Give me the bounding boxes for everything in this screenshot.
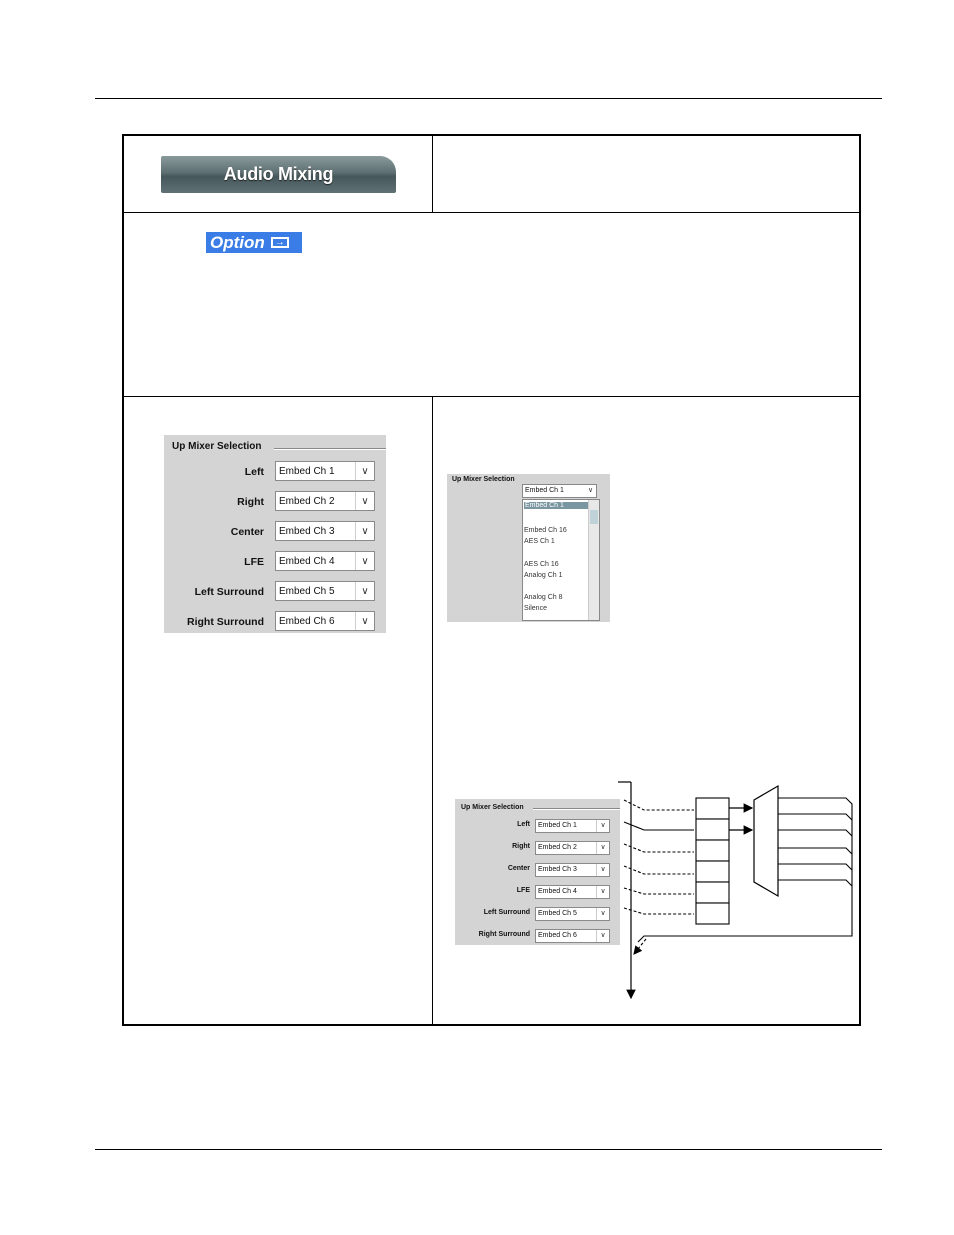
row-label: Center — [230, 526, 264, 538]
chevron-down-icon[interactable]: ∨ — [355, 492, 374, 510]
mixer-output-lines — [638, 798, 852, 942]
dropdown-option[interactable]: Analog Ch 8 — [524, 594, 563, 601]
chevron-down-icon[interactable]: ∨ — [355, 552, 374, 570]
panel-title: Up Mixer Selection — [461, 804, 524, 811]
select-value: Embed Ch 6 — [279, 616, 335, 627]
select-value: Embed Ch 2 — [538, 844, 577, 851]
return-dashed-arrow — [634, 939, 646, 954]
chevron-down-icon[interactable]: ∨ — [355, 582, 374, 600]
dropdown-option[interactable]: AES Ch 1 — [524, 538, 555, 545]
option-label: Option — [210, 232, 265, 252]
signal-flow-diagram — [124, 136, 859, 1024]
chevron-down-icon[interactable]: ∨ — [596, 930, 609, 942]
select-value: Embed Ch 4 — [279, 556, 335, 567]
chevron-down-icon[interactable]: ∨ — [355, 612, 374, 630]
row-label: Right — [512, 843, 530, 850]
select-value: Embed Ch 6 — [538, 932, 577, 939]
chevron-down-icon[interactable]: ∨ — [355, 462, 374, 480]
option-arrow-icon: → — [271, 237, 289, 248]
row-label: Left — [517, 821, 530, 828]
select-value: Embed Ch 5 — [538, 910, 577, 917]
dropdown-option[interactable]: Analog Ch 1 — [524, 572, 563, 579]
header-rule — [95, 98, 882, 99]
row-label: Right Surround — [187, 616, 264, 628]
chevron-down-icon[interactable]: ∨ — [355, 522, 374, 540]
panel-title: Up Mixer Selection — [172, 441, 262, 452]
row-label: Right — [237, 496, 264, 508]
select-value: Embed Ch 1 — [525, 487, 564, 494]
chevron-down-icon[interactable]: ∨ — [596, 908, 609, 920]
dropdown-option[interactable]: Embed Ch 16 — [524, 527, 567, 534]
select-value: Embed Ch 1 — [538, 822, 577, 829]
panel-title: Up Mixer Selection — [452, 476, 515, 483]
mixer-trapezoid — [754, 786, 778, 896]
row-label: Left Surround — [483, 909, 530, 916]
select-value: Embed Ch 4 — [538, 888, 577, 895]
chevron-down-icon[interactable]: ∨ — [587, 487, 594, 494]
chevron-down-icon[interactable]: ∨ — [596, 886, 609, 898]
select-value: Embed Ch 5 — [279, 586, 335, 597]
row-label: Left — [244, 466, 264, 478]
row-label: Center — [507, 865, 530, 872]
footer-rule — [95, 1149, 882, 1150]
select-value: Embed Ch 2 — [279, 496, 335, 507]
select-value: Embed Ch 1 — [279, 466, 335, 477]
dropdown-option[interactable]: AES Ch 16 — [524, 561, 559, 568]
chevron-down-icon[interactable]: ∨ — [596, 842, 609, 854]
chevron-down-icon[interactable]: ∨ — [596, 820, 609, 832]
row-label: Left Surround — [194, 586, 264, 598]
audio-mixing-label: Audio Mixing — [223, 164, 334, 184]
channel-buffer-stack — [696, 798, 729, 924]
row-label: Right Surround — [478, 931, 530, 938]
select-value: Embed Ch 3 — [279, 526, 335, 537]
row-label: LFE — [516, 887, 530, 894]
tap-lines — [624, 800, 694, 914]
chevron-down-icon[interactable]: ∨ — [596, 864, 609, 876]
row-label: LFE — [244, 556, 264, 568]
dropdown-option[interactable]: Silence — [524, 605, 547, 612]
dropdown-option[interactable]: Embed Ch 1 — [524, 502, 588, 509]
select-value: Embed Ch 3 — [538, 866, 577, 873]
function-table — [122, 134, 861, 1026]
